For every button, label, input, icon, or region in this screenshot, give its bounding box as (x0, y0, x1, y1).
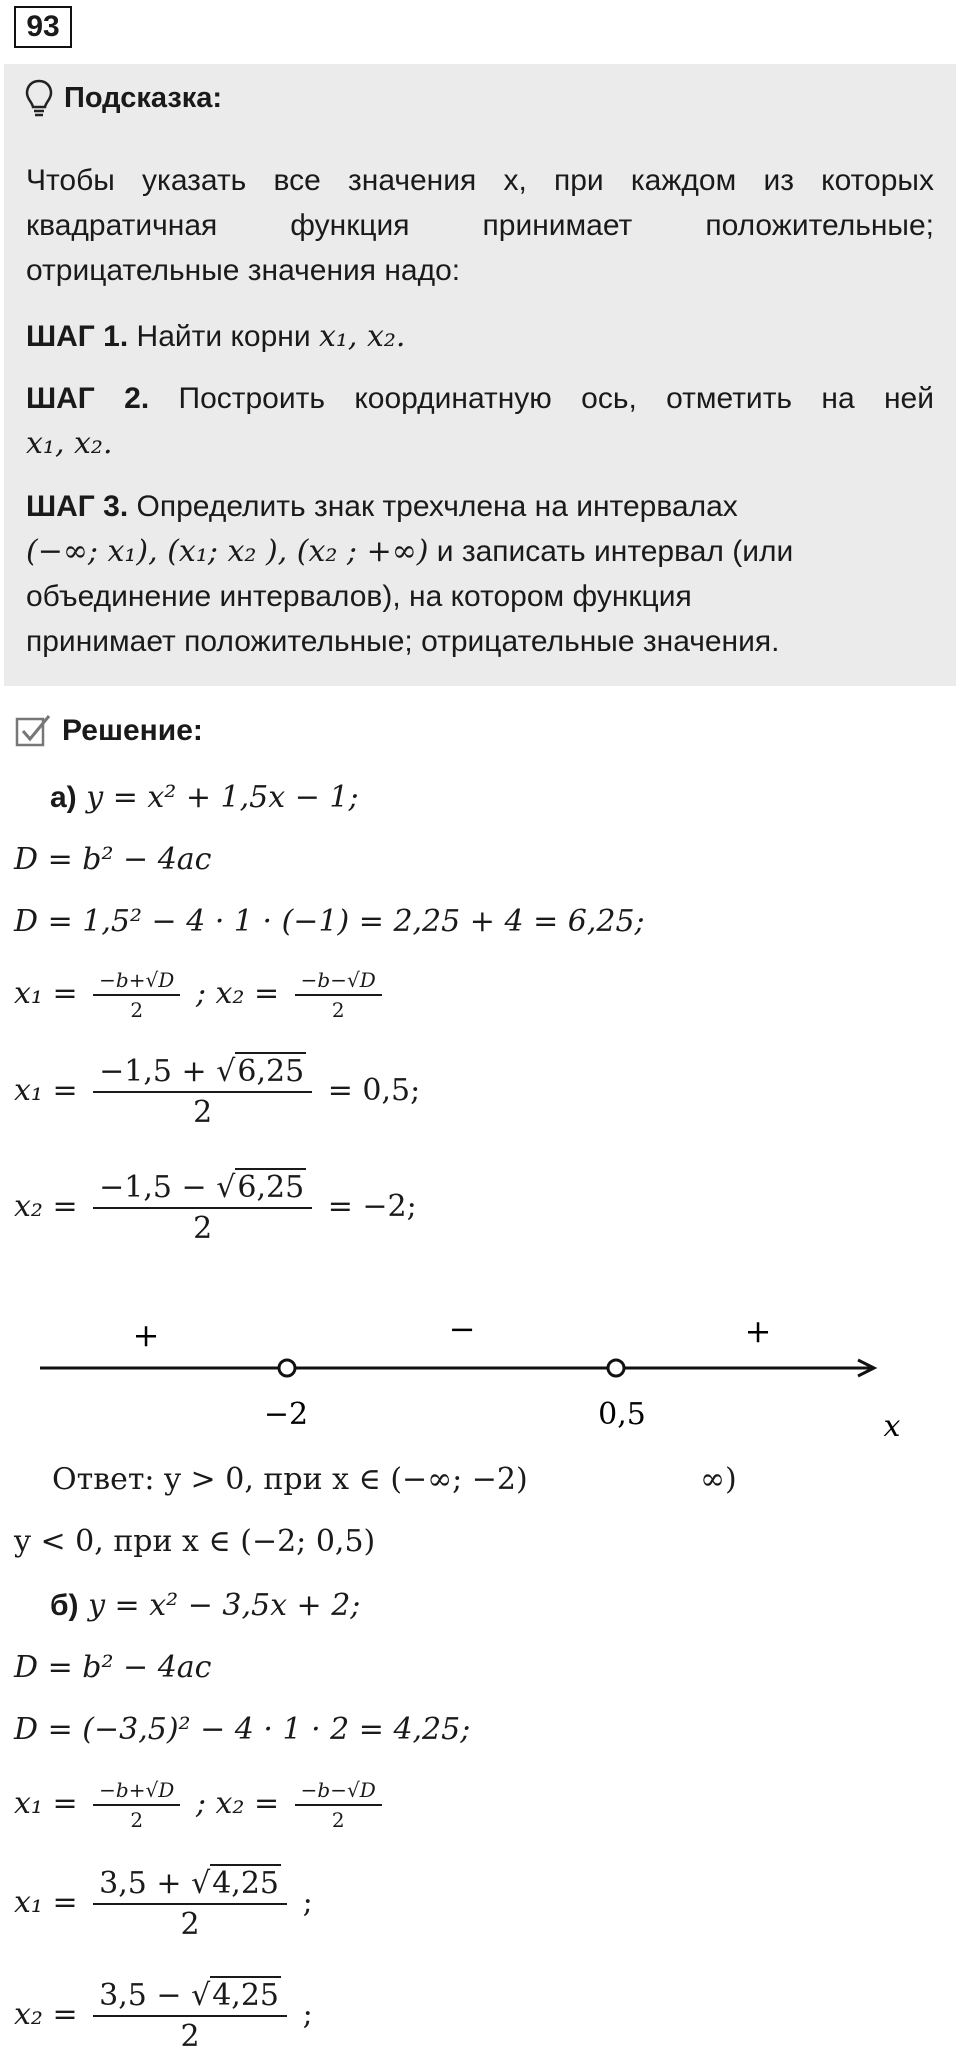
part-a-x1-calc (14, 1054, 420, 1130)
part-b-x1-calc (14, 1866, 313, 1942)
hint-step-2-math (26, 421, 934, 466)
x1-formula-fraction (93, 968, 180, 1022)
step-2-math: x₁, x₂. (26, 426, 113, 461)
step-3-text-2: и записать интервал (или (428, 535, 794, 568)
answer-a-line-1-end: ∞) (700, 1462, 737, 1497)
x1-formula-denominator: 2 (130, 998, 144, 1022)
step-3-intervals: (−∞; x₁), (x₁; x₂ ), (x₂ ; +∞) (26, 534, 429, 569)
step-3-text: Определить знак трехчлена на интервалах (128, 490, 738, 523)
part-b-label: б) (50, 1589, 79, 1622)
lightbulb-icon (24, 78, 54, 118)
hint-step-3-line-2 (26, 529, 934, 574)
x2-formula-numerator: −b−√D (295, 968, 382, 996)
b-x1-calc-end: ; (302, 1885, 313, 1920)
point-label-0-5: 0,5 (598, 1397, 646, 1432)
x2-formula-denominator: 2 (331, 998, 345, 1022)
x2-label: ; x₂ = (195, 976, 280, 1011)
sign-minus-middle: − (448, 1310, 476, 1348)
x1-calc-numerator: −1,5 + √6,25 (93, 1054, 312, 1093)
hint-step-1 (26, 314, 934, 359)
hint-step-3-line-4: принимает положительные; отрицательные значения. (26, 625, 780, 658)
x1-calc-result: = 0,5; (327, 1073, 421, 1108)
part-a-d-calc: D = 1,5² − 4 · 1 · (−1) = 2,25 + 4 = 6,25; (14, 904, 645, 939)
axis-label-x: x (883, 1409, 901, 1444)
b-x2-calc-label: x₂ = (14, 1997, 78, 2032)
part-b-equation (50, 1588, 360, 1623)
b-x2-calc-end: ; (302, 1997, 313, 2032)
step-1-text: Найти корни (128, 320, 319, 353)
x2-calc-denominator: 2 (193, 1211, 213, 1246)
step-2-label: ШАГ 2. (26, 382, 150, 415)
b-x2-calc-numerator: 3,5 − √4,25 (93, 1978, 287, 2017)
hint-header (24, 78, 222, 118)
hint-title: Подсказка: (64, 81, 223, 114)
sign-plus-right: + (744, 1312, 772, 1350)
step-1-math: x₁, x₂. (318, 319, 406, 354)
part-a-d-formula: D = b² − 4ac (14, 842, 212, 877)
x1-calc-sqrt: 6,25 (237, 1054, 305, 1089)
step-1-label: ШАГ 1. (26, 320, 129, 353)
answer-a-line-1: Ответ: y > 0, при x ∈ (−∞; −2) (52, 1462, 528, 1497)
b-x2-calc-denominator: 2 (180, 2019, 200, 2054)
step-3-label: ШАГ 3. (26, 490, 129, 523)
x1-calc-num-text: −1,5 + (99, 1054, 217, 1089)
part-b-d-calc: D = (−3,5)² − 4 · 1 · 2 = 4,25; (14, 1712, 471, 1747)
b-x2-formula-denominator: 2 (331, 1808, 345, 1832)
part-a-equation (50, 780, 359, 815)
b-x2-calc-sqrt: 4,25 (212, 1978, 280, 2013)
part-b-d-formula: D = b² − 4ac (14, 1650, 212, 1685)
b-x1-formula-fraction (93, 1778, 180, 1832)
hint-line-3: отрицательные значения надо: (26, 254, 461, 287)
x1-calc-denominator: 2 (193, 1095, 213, 1130)
answer-a-line-2: y < 0, при x ∈ (−2; 0,5) (14, 1524, 376, 1559)
x1-label: x₁ = (14, 976, 78, 1011)
part-b-root-formulas (14, 1778, 388, 1832)
point-minus-2 (279, 1360, 295, 1376)
x2-calc-num-text: −1,5 − (99, 1170, 217, 1205)
b-x1-calc-label: x₁ = (14, 1885, 78, 1920)
b-x2-formula-fraction (295, 1778, 382, 1832)
part-a-function: y = x² + 1,5x − 1; (76, 780, 359, 815)
x2-calc-fraction (93, 1170, 312, 1246)
part-a-x2-calc (14, 1170, 417, 1246)
x2-calc-numerator: −1,5 − √6,25 (93, 1170, 312, 1209)
x1-calc-fraction (93, 1054, 312, 1130)
x2-calc-sqrt: 6,25 (237, 1170, 305, 1205)
checkbox-checked-icon (14, 712, 52, 750)
part-b-function: y = x² − 3,5x + 2; (78, 1588, 361, 1623)
number-line (0, 1300, 960, 1450)
solution-title: Решение: (62, 714, 203, 747)
hint-step-2 (26, 376, 934, 421)
b-x2-label: ; x₂ = (195, 1786, 280, 1821)
x2-calc-label: x₂ = (14, 1189, 78, 1224)
hint-step-3 (26, 484, 934, 529)
b-x1-calc-numerator: 3,5 + √4,25 (93, 1866, 287, 1905)
part-a-root-formulas (14, 968, 388, 1022)
b-x1-calc-denominator: 2 (180, 1907, 200, 1942)
point-label-minus-2: −2 (263, 1397, 309, 1432)
hint-line-2: квадратичная функция принимает положительные; (26, 209, 934, 242)
b-x1-calc-sqrt: 4,25 (212, 1866, 280, 1901)
hint-line-1: Чтобы указать все значения x, при каждом из которых (26, 164, 934, 197)
b-x1-calc-num-text: 3,5 + (99, 1866, 192, 1901)
answer-a-occlusion (542, 1456, 682, 1506)
b-x2-calc-num-text: 3,5 − (99, 1978, 192, 2013)
point-0-5 (608, 1360, 624, 1376)
b-x1-calc-fraction (93, 1866, 287, 1942)
b-x1-label: x₁ = (14, 1786, 78, 1821)
x1-formula-numerator: −b+√D (93, 968, 180, 996)
x1-calc-label: x₁ = (14, 1073, 78, 1108)
hint-step-3-line-3: объединение интервалов), на котором функция (26, 580, 692, 613)
x2-calc-result: = −2; (327, 1189, 417, 1224)
part-b-x2-calc (14, 1978, 313, 2054)
x2-formula-fraction (295, 968, 382, 1022)
sign-plus-left: + (132, 1316, 160, 1354)
b-x1-formula-denominator: 2 (130, 1808, 144, 1832)
part-a-label: а) (50, 781, 77, 814)
solution-header (14, 712, 203, 750)
b-x2-formula-numerator: −b−√D (295, 1778, 382, 1806)
problem-number: 93 (14, 6, 72, 48)
b-x2-calc-fraction (93, 1978, 287, 2054)
b-x1-formula-numerator: −b+√D (93, 1778, 180, 1806)
step-2-text: Построить координатную ось, отметить на ней (149, 382, 934, 415)
